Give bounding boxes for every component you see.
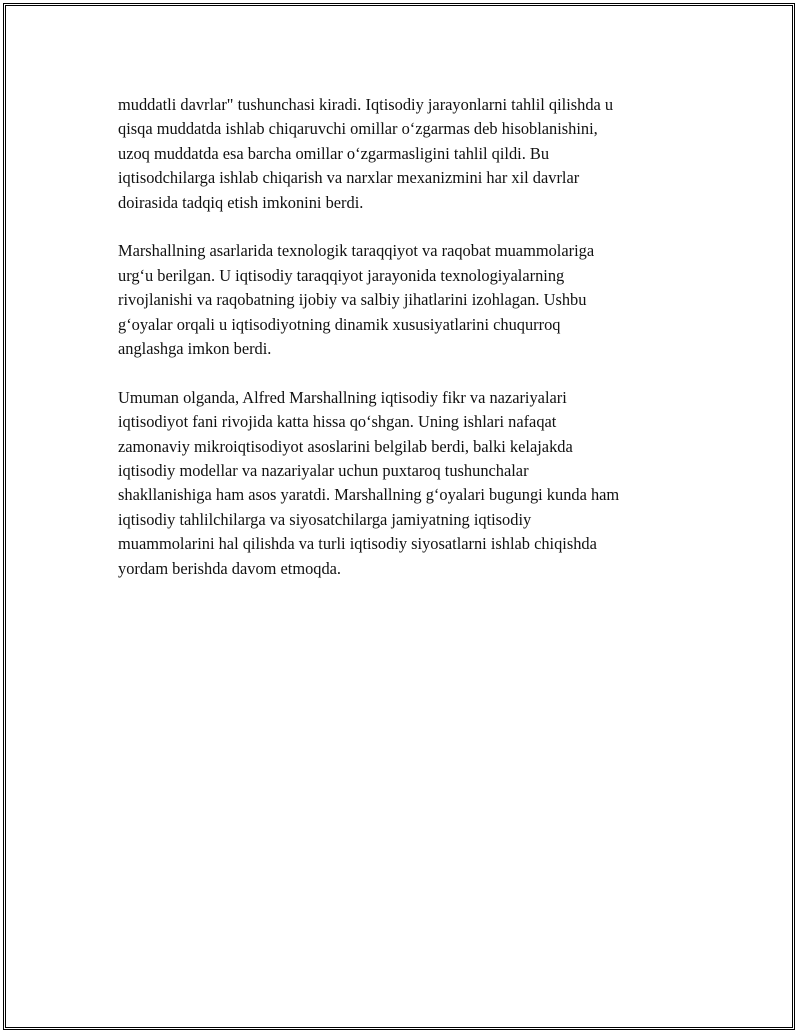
text-line: anglashga imkon berdi.: [118, 339, 272, 359]
text-line: urg‘u berilgan. U iqtisodiy taraqqiyot jarayonida texnologiyalarning: [118, 265, 565, 285]
text-line: iqtisodiy tahlilchilarga va siyosatchilarga jamiyatning iqtisodiy: [118, 509, 532, 529]
paragraph-1: [118, 93, 688, 215]
paragraph-3: [118, 386, 688, 581]
text-line: zamonaviy mikroiqtisodiyot asoslarini belgilab berdi, balki kelajakda: [118, 436, 573, 456]
text-line: qisqa muddatda ishlab chiqaruvchi omillar o‘zgarmas deb hisoblanishini,: [118, 119, 598, 139]
text-line: doirasida tadqiq etish imkonini berdi.: [118, 192, 364, 212]
paragraph-2: [118, 239, 688, 361]
text-line: iqtisodiy modellar va nazariyalar uchun puxtaroq tushunchalar: [118, 461, 529, 481]
text-line: muammolarini hal qilishda va turli iqtisodiy siyosatlarni ishlab chiqishda: [118, 534, 597, 554]
text-line: shakllanishiga ham asos yaratdi. Marshallning g‘oyalari bugungi kunda ham: [118, 485, 620, 505]
text-line: Marshallning asarlarida texnologik taraqqiyot va raqobat muammolariga: [118, 241, 595, 261]
text-line: rivojlanishi va raqobatning ijobiy va salbiy jihatlarini izohlagan. Ushbu: [118, 290, 587, 310]
text-line: yordam berishda davom etmoqda.: [118, 558, 342, 578]
text-line: iqtisodiyot fani rivojida katta hissa qo‘shgan. Uning ishlari nafaqat: [118, 412, 557, 432]
document-body: [118, 93, 688, 605]
text-line: uzoq muddatda esa barcha omillar o‘zgarmasligini tahlil qildi. Bu: [118, 143, 550, 163]
text-line: muddatli davrlar" tushunchasi kiradi. Iqtisodiy jarayonlarni tahlil qilishda u: [118, 95, 614, 114]
text-line: iqtisodchilarga ishlab chiqarish va narxlar mexanizmini har xil davrlar: [118, 168, 580, 188]
text-line: g‘oyalar orqali u iqtisodiyotning dinamik xususiyatlarini chuqurroq: [118, 314, 561, 334]
text-line: Umuman olganda, Alfred Marshallning iqtisodiy fikr va nazariyalari: [118, 387, 567, 407]
